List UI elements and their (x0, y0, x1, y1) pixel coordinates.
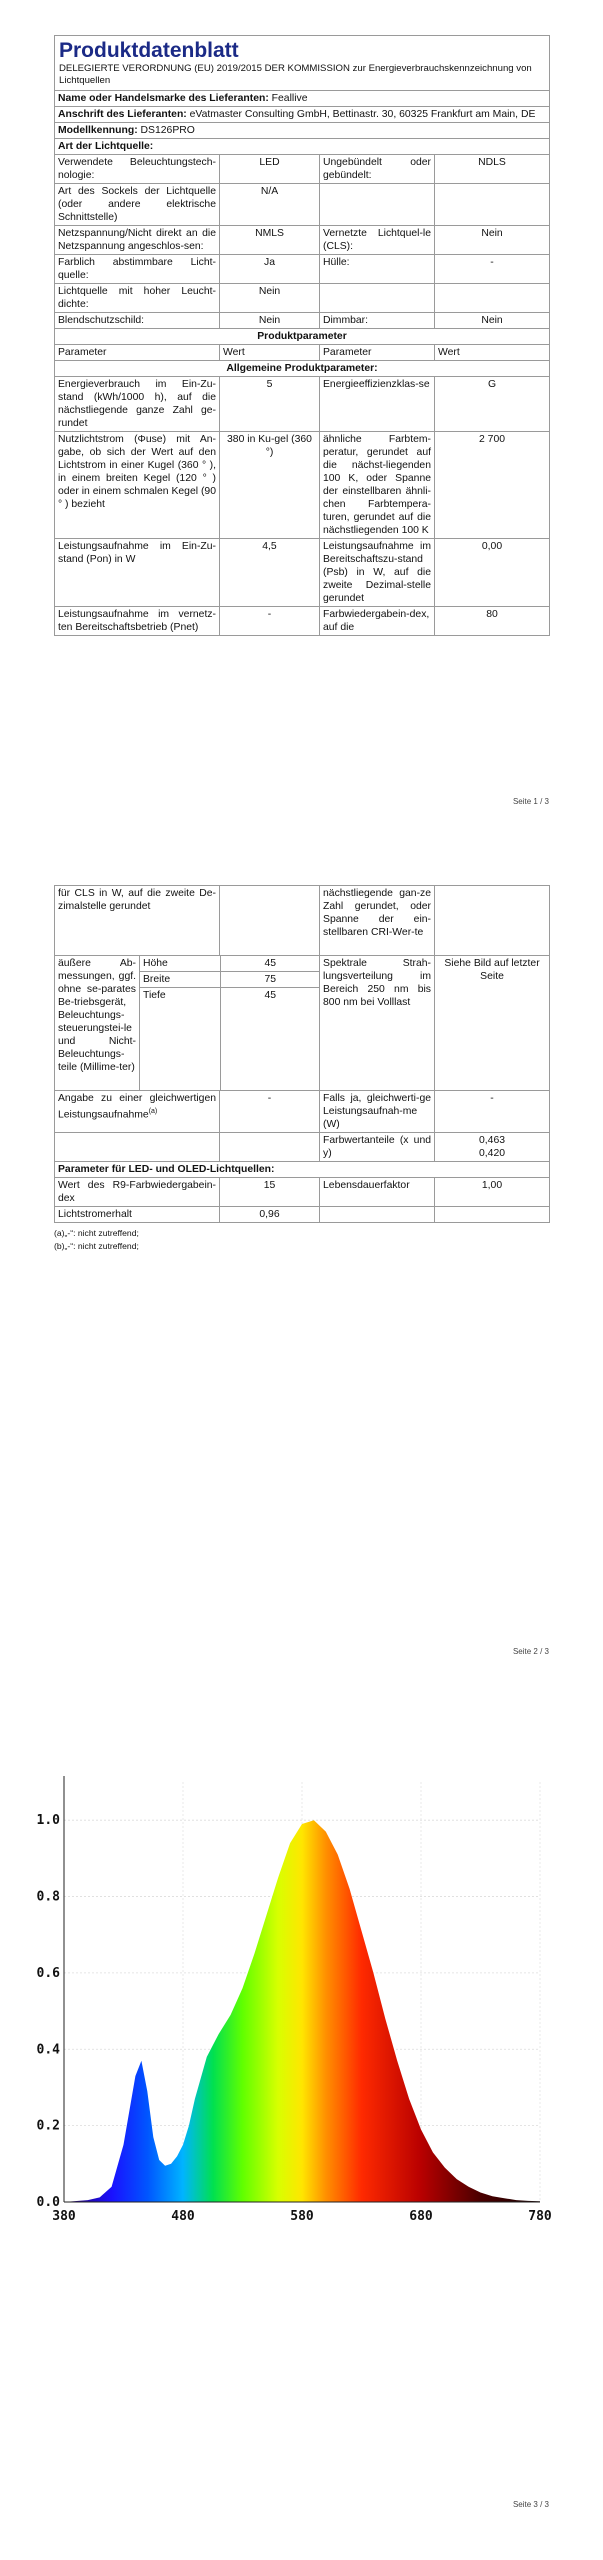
param-value: 0,96 (220, 1207, 320, 1223)
product-params-header: Produktparameter (55, 329, 550, 345)
param-label: Wert des R9-Farbwiedergabein-dex (55, 1178, 220, 1207)
param-value: 380 in Ku-gel (360 °) (220, 432, 320, 539)
product-datasheet-table (54, 35, 550, 636)
led-section-header: Parameter für LED- und OLED-Lichtquellen: (55, 1162, 550, 1178)
spectrum-chart (36, 1748, 562, 2248)
table-row (55, 607, 550, 636)
param-value (435, 886, 550, 956)
model-row (55, 123, 550, 139)
supplier-name-label: Name oder Handelsmarke des Lieferanten: (58, 93, 269, 104)
supplier-address-value: eVatmaster Consulting GmbH, Bettinastr. 30, 60325 Frankfurt am Main, DE (189, 109, 536, 120)
dimensions-table (140, 956, 320, 1090)
y-tick-label: 0.6 (36, 1965, 60, 1981)
param-value: G (435, 377, 550, 432)
chromaticity-value: 0,463 0,420 (435, 1133, 550, 1162)
param-label: Energieeffizienzklas-se (320, 377, 435, 432)
spectral-label: Spektrale Strah-lungsverteilung im Bereich 250 nm bis 800 nm bei Volllast (320, 956, 435, 1091)
supplier-address-label: Anschrift des Lieferanten: (58, 109, 187, 120)
table-row (55, 1207, 550, 1223)
param-value: Nein (220, 284, 320, 313)
table-row (55, 539, 550, 607)
param-label: Lichtquelle mit hoher Leucht-dichte: (55, 284, 220, 313)
column-header: Wert (435, 345, 550, 361)
dimension-value: 45 (220, 956, 320, 972)
chromaticity-label: Farbwertanteile (x und y) (320, 1133, 435, 1162)
table-row (55, 377, 550, 432)
x-tick-label: 480 (171, 2209, 195, 2224)
column-header: Parameter (55, 345, 220, 361)
param-label: Lichtstromerhalt (55, 1207, 220, 1223)
param-value: 4,5 (220, 539, 320, 607)
table-row (140, 988, 320, 1091)
page-1 (54, 35, 549, 636)
y-tick-label: 0.8 (36, 1889, 60, 1905)
regulation-subtitle: DELEGIERTE VERORDNUNG (EU) 2019/2015 DER KOMMISSION zur Energieverbrauchskennzeichnung von Lichtquellen (59, 63, 532, 86)
table-row (55, 155, 550, 184)
footnotes (54, 1227, 549, 1253)
table-row (140, 956, 320, 972)
param-label: Verwendete Beleuchtungstech-nologie: (55, 155, 220, 184)
dimension-name: Höhe (140, 956, 220, 972)
param-value: Nein (435, 226, 550, 255)
param-label: Leistungsaufnahme im Ein-Zu-stand (Pon) in W (55, 539, 220, 607)
param-label: Falls ja, gleichwerti-ge Leistungsaufnah-me (W) (320, 1091, 435, 1133)
param-label: Vernetzte Lichtquel-le (CLS): (320, 226, 435, 255)
param-label: ähnliche Farbtem-peratur, gerundet auf die nächst-liegenden 100 K, oder Spanne der einstellbaren ähnli-chen Farbtempera-turen, gerundet auf die nächstliegenden 100 K (320, 432, 435, 539)
param-label: Netzspannung/Nicht direkt an die Netzspannung angeschlos-sen: (55, 226, 220, 255)
page-number: Seite 2 / 3 (512, 1647, 549, 1656)
page-title: Produktdatenblatt (59, 39, 239, 62)
param-value: 15 (220, 1178, 320, 1207)
table-row (55, 284, 550, 313)
page-number: Seite 3 / 3 (512, 2500, 549, 2509)
x-tick-label: 680 (409, 2209, 433, 2224)
param-value (435, 284, 550, 313)
footnote: (b)„-“: nicht zutreffend; (54, 1241, 139, 1251)
footnote-marker: (a) (148, 1108, 158, 1115)
dimensions-cell (140, 956, 320, 1091)
table-row (55, 1091, 550, 1133)
param-value: - (220, 607, 320, 636)
param-value: NDLS (435, 155, 550, 184)
equivalent-power-label: Angabe zu einer gleichwertigen Leistungsaufnahme$^{(a)}$ (55, 1091, 220, 1133)
dimensions-label: äußere Ab-messungen, ggf. ohne se-parates Be-triebsgerät, Beleuchtungs-steuerungstei-le und Nicht-Beleuchtungs-teile (Millime-ter) (55, 956, 140, 1091)
y-tick-label: 0.4 (36, 2042, 60, 2058)
param-value: LED (220, 155, 320, 184)
x-tick-label: 780 (528, 2209, 552, 2224)
x-tick-label: 380 (52, 2209, 76, 2224)
param-label: Leistungsaufnahme im Bereitschaftszu-stand (Psb) in W, auf die zweite Dezimal-stelle gerundet (320, 539, 435, 607)
param-value (435, 184, 550, 226)
type-section-header: Art der Lichtquelle: (55, 139, 550, 155)
param-value: 0,00 (435, 539, 550, 607)
param-label: Energieverbrauch im Ein-Zu-stand (kWh/1000 h), auf die nächstliegende ganze Zahl ge-rundet (55, 377, 220, 432)
general-params-header: Allgemeine Produktparameter: (55, 361, 550, 377)
supplier-name-value: Feallive (271, 93, 308, 104)
param-value: Nein (435, 313, 550, 329)
param-label: Dimmbar: (320, 313, 435, 329)
product-datasheet-table-continued (54, 885, 550, 1223)
table-row (140, 972, 320, 988)
page-number: Seite 1 / 3 (512, 797, 549, 806)
param-value: - (435, 1091, 550, 1133)
table-row (55, 956, 550, 1091)
param-label (320, 284, 435, 313)
table-row (55, 184, 550, 226)
table-row (55, 226, 550, 255)
param-label: Farbwiedergabein-dex, auf die (320, 607, 435, 636)
param-label: Lebensdauerfaktor (320, 1178, 435, 1207)
param-label: Art des Sockels der Lichtquelle (oder andere elektrische Schnittstelle) (55, 184, 220, 226)
param-label: Leistungsaufnahme im vernetz-ten Bereitschaftsbetrieb (Pnet) (55, 607, 220, 636)
model-value: DS126PRO (140, 125, 195, 136)
param-label: Nutzlichtstrom (Φuse) mit An-gabe, ob sich der Wert auf den Lichtstrom in einer Kugel (360 ° ), in einem breiten Kegel (120 ° ) oder in einem schmalen Kegel (90 ° ) bezieht (55, 432, 220, 539)
param-value: 5 (220, 377, 320, 432)
supplier-name-row (55, 91, 550, 107)
column-header-row (55, 345, 550, 361)
param-label: nächstliegende gan-ze Zahl gerundet, oder Spanne der ein-stellbaren CRI-Wer-te (320, 886, 435, 956)
param-value: Ja (220, 255, 320, 284)
table-row (55, 1178, 550, 1207)
spectral-value: Siehe Bild auf letzter Seite (435, 956, 550, 1091)
table-row (55, 255, 550, 284)
spectrum-chart-svg (36, 1748, 562, 2248)
table-row (55, 432, 550, 539)
footnote: (a)„-“: nicht zutreffend; (54, 1228, 139, 1238)
param-value: 80 (435, 607, 550, 636)
param-label: Blendschutzschild: (55, 313, 220, 329)
supplier-address-row (55, 107, 550, 123)
param-value: Nein (220, 313, 320, 329)
dimension-name: Breite (140, 972, 220, 988)
y-tick-label: 1.0 (36, 1813, 60, 1829)
dimension-value: 45 (264, 990, 277, 1001)
y-tick-label: 0.0 (36, 2195, 60, 2210)
param-label (320, 184, 435, 226)
dimension-name: Tiefe (140, 988, 220, 1091)
param-value: NMLS (220, 226, 320, 255)
param-value: N/A (220, 184, 320, 226)
param-value: - (435, 255, 550, 284)
table-row (55, 313, 550, 329)
param-label: Farblich abstimmbare Licht-quelle: (55, 255, 220, 284)
column-header: Parameter (320, 345, 435, 361)
param-value (220, 886, 320, 956)
param-value: 2 700 (435, 432, 550, 539)
y-tick-label: 0.2 (36, 2118, 60, 2134)
dimension-value: 75 (220, 972, 320, 988)
param-value: 1,00 (435, 1178, 550, 1207)
x-tick-label: 580 (290, 2209, 314, 2224)
title-cell (55, 36, 550, 91)
page-2 (54, 885, 549, 1253)
spectrum-area (64, 1820, 540, 2202)
param-label: für CLS in W, auf die zweite De-zimalstelle gerundet (55, 886, 220, 956)
column-header: Wert (220, 345, 320, 361)
param-value: - (220, 1091, 320, 1133)
param-label: Hülle: (320, 255, 435, 284)
table-row (55, 1133, 550, 1162)
model-label: Modellkennung: (58, 125, 138, 136)
table-row (55, 886, 550, 956)
param-label: Ungebündelt oder gebündelt: (320, 155, 435, 184)
